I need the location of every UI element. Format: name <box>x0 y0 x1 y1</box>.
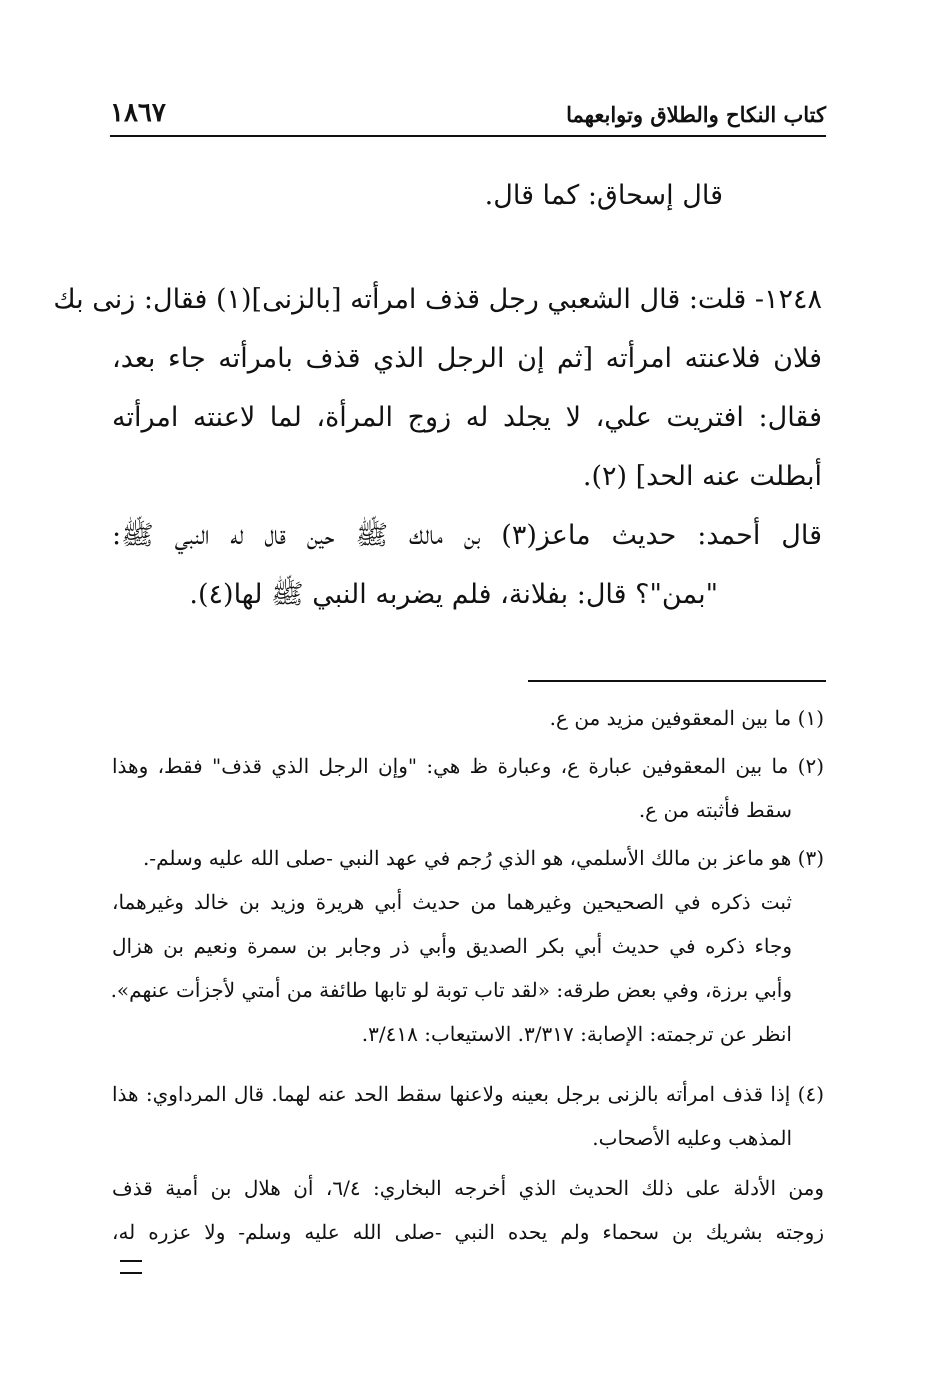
footnote-line: (٤) إذا قذف امرأته بالزنى برجل بعينه ولاعنها سقط الحد عنه لهما. قال المرداوي: هذا <box>112 1082 824 1106</box>
footnote-line: ومن الأدلة على ذلك الحديث الذي أخرجه البخاري: ٦/٤، أن هلال بن أمية قذف <box>112 1176 825 1200</box>
footnote-line: (١) ما بين المعقوفين مزيد من ع. <box>549 706 824 730</box>
entry-line: أبطلت عنه الحد] (٢). <box>582 461 822 492</box>
footnote-line: (٢) ما بين المعقوفين عبارة ع، وعبارة ظ هي: "وإن الرجل الذي قذف" فقط، وهذا <box>112 754 824 778</box>
entry-line: فلان فلاعنته امرأته [ثم إن الرجل الذي قذف بامرأته جاء بعد، <box>112 343 822 374</box>
page-number: ١٨٦٧ <box>110 98 166 128</box>
footnote-line: انظر عن ترجمته: الإصابة: ٣/٣١٧. الاستيعاب: ٣/٤١٨. <box>361 1022 792 1046</box>
entry-1248 <box>53 280 822 634</box>
footnote-4 <box>112 1080 824 1168</box>
entry-line: قال أحمد: حديث ماعز(٣) بن مالك ﷺ حين قال له النبي ﷺ: <box>112 520 822 551</box>
chapter-title: كتاب النكاح والطلاق وتوابعهما <box>566 102 826 127</box>
footnote-line: ثبت ذكره في الصحيحين وغيرهما من حديث أبي هريرة وزيد بن خالد وغيرهما، <box>112 890 792 914</box>
entry-line: ١٢٤٨- قلت: قال الشعبي رجل قذف امرأته [بالزنى](١) فقال: زنى بك <box>53 284 822 315</box>
footnote-1 <box>112 704 824 748</box>
footnote-separator <box>528 680 826 682</box>
entry-line: فقال: افتريت علي، لا يجلد له زوج المرأة، لما لاعنته امرأته <box>112 402 822 433</box>
ishaq-statement: قال إسحاق: كما قال. <box>484 180 723 211</box>
continuation-mark <box>120 1260 142 1274</box>
footnote-3 <box>112 844 824 1064</box>
footnote-line: (٣) هو ماعز بن مالك الأسلمي، هو الذي رُجم في عهد النبي -صلى الله عليه وسلم-. <box>142 846 824 870</box>
footnote-line: زوجته بشريك بن سحماء ولم يحده النبي -صلى الله عليه وسلم- ولا عزره له، <box>112 1220 824 1244</box>
footnote-line: سقط فأثبته من ع. <box>638 798 792 822</box>
entry-line: "بمن"؟ قال: بفلانة، فلم يضربه النبي ﷺ لها(٤). <box>189 579 718 610</box>
footnote-2 <box>112 752 824 840</box>
footnote-line: المذهب وعليه الأصحاب. <box>592 1126 792 1150</box>
footnote-line: وجاء ذكره في حديث أبي بكر الصديق وأبي ذر وجابر بن سمرة ونعيم بن هزال <box>112 934 792 958</box>
footnote-4-continued <box>112 1174 824 1262</box>
footnote-line: وأبي برزة، وفي بعض طرقه: «لقد تاب توبة لو تابها طائفة من أمتي لأجزأت عنهم». <box>110 978 792 1002</box>
running-header <box>110 98 826 138</box>
header-rule <box>110 135 826 137</box>
